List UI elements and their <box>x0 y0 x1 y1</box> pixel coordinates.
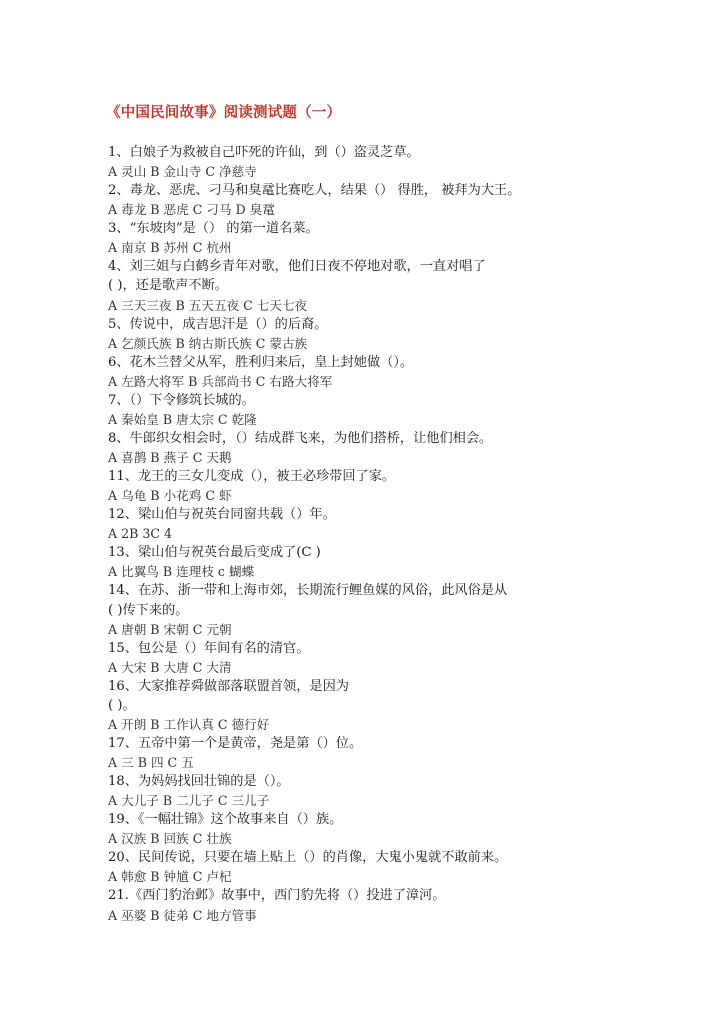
question-text: ( )。 <box>108 697 136 713</box>
answer-options: A 巫婆 B 徒弟 C 地方管事 <box>108 907 257 923</box>
question-text: 15、包公是（）年间有名的清官。 <box>108 640 310 656</box>
question-text: 11、龙王的三女儿变成（），被王必珍带回了家。 <box>108 469 396 485</box>
answer-options: A 乌龟 B 小花鸡 C 虾 <box>108 488 232 504</box>
question-text: 3、“东坡肉”是（） 的第一道名菜。 <box>108 221 319 237</box>
question-text: 13、梁山伯与祝英台最后变成了(C ) <box>108 545 321 561</box>
question-text: 4、刘三姐与白鹤乡青年对歌，他们日夜不停地对歌，一直对唱了 <box>108 259 486 275</box>
document-title: 《中国民间故事》阅读测试题（一） <box>106 104 342 121</box>
answer-options: A 比翼鸟 B 连理枝 c 蝴蝶 <box>108 564 255 580</box>
answer-options: A 2B 3C 4 <box>108 526 173 542</box>
answer-options: A 开朗 B 工作认真 C 德行好 <box>108 716 270 732</box>
answer-options: A 南京 B 苏州 C 杭州 <box>108 240 232 256</box>
question-text: 7、（）下令修筑长城的。 <box>108 392 255 408</box>
question-text: 21.《西门豹治邺》故事中，西门豹先将（）投进了漳河。 <box>108 888 446 904</box>
answer-options: A 灵山 B 金山寺 C 净慈寺 <box>108 164 257 180</box>
question-text: ( )传下来的。 <box>108 602 189 618</box>
answer-options: A 韩愈 B 钟馗 C 卢杞 <box>108 869 232 885</box>
question-text: ( )，还是歌声不断。 <box>108 278 228 294</box>
question-text: 12、梁山伯与祝英台同窗共载（）年。 <box>108 507 336 523</box>
answer-options: A 秦始皇 B 唐太宗 C 乾隆 <box>108 411 257 427</box>
answer-options: A 喜鹊 B 燕子 C 天鹅 <box>108 450 232 465</box>
answer-options: A 大宋 B 大唐 C 大清 <box>108 659 232 675</box>
question-text: 18、为妈妈找回壮锦的是（）。 <box>108 774 290 790</box>
question-text: 17、五帝中第一个是黄帝，尧是第（）位。 <box>108 735 363 751</box>
answer-options: A 毒龙 B 恶虎 C 刁马 D 臭鼋 <box>108 202 275 218</box>
answer-options: A 汉族 B 回族 C 壮族 <box>108 831 232 847</box>
question-text: 2、毒龙、恶虎、刁马和臭鼋比赛吃人，结果（） 得胜， 被拜为大王。 <box>108 183 521 199</box>
question-text: 1、白娘子为救被自己吓死的许仙，到（）盗灵芝草。 <box>108 145 420 160</box>
answer-options: A 乞颜氏族 B 纳古斯氏族 C 蒙古族 <box>108 335 308 351</box>
question-text: 16、大家推荐舜做部落联盟首领，是因为 <box>108 678 349 694</box>
answer-options: A 左路大将军 B 兵部尚书 C 右路大将军 <box>108 373 333 389</box>
question-text: 8、牛郎织女相会时，（）结成群飞来，为他们搭桥，让他们相会。 <box>108 430 493 446</box>
question-list <box>108 143 608 925</box>
answer-options: A 唐朝 B 宋朝 C 元朝 <box>108 621 232 637</box>
answer-options: A 大儿子 B 二儿子 C 三儿子 <box>108 793 270 809</box>
question-text: 19、《一幅壮锦》这个故事来自（）族。 <box>108 812 343 828</box>
question-text: 6、花木兰替父从军，胜利归来后，皇上封她做（）。 <box>108 354 414 370</box>
question-text: 5、传说中，成吉思汗是（）的后裔。 <box>108 316 328 332</box>
answer-options: A 三天三夜 B 五天五夜 C 七天七夜 <box>108 297 308 313</box>
question-text: 20、民间传说，只要在墙上贴上（）的肖像，大鬼小鬼就不敢前来。 <box>108 850 508 866</box>
answer-options: A 三 B 四 C 五 <box>108 755 194 770</box>
question-text: 14、在苏、浙一带和上海市郊，长期流行鲤鱼媒的风俗，此风俗是从 <box>108 583 508 599</box>
